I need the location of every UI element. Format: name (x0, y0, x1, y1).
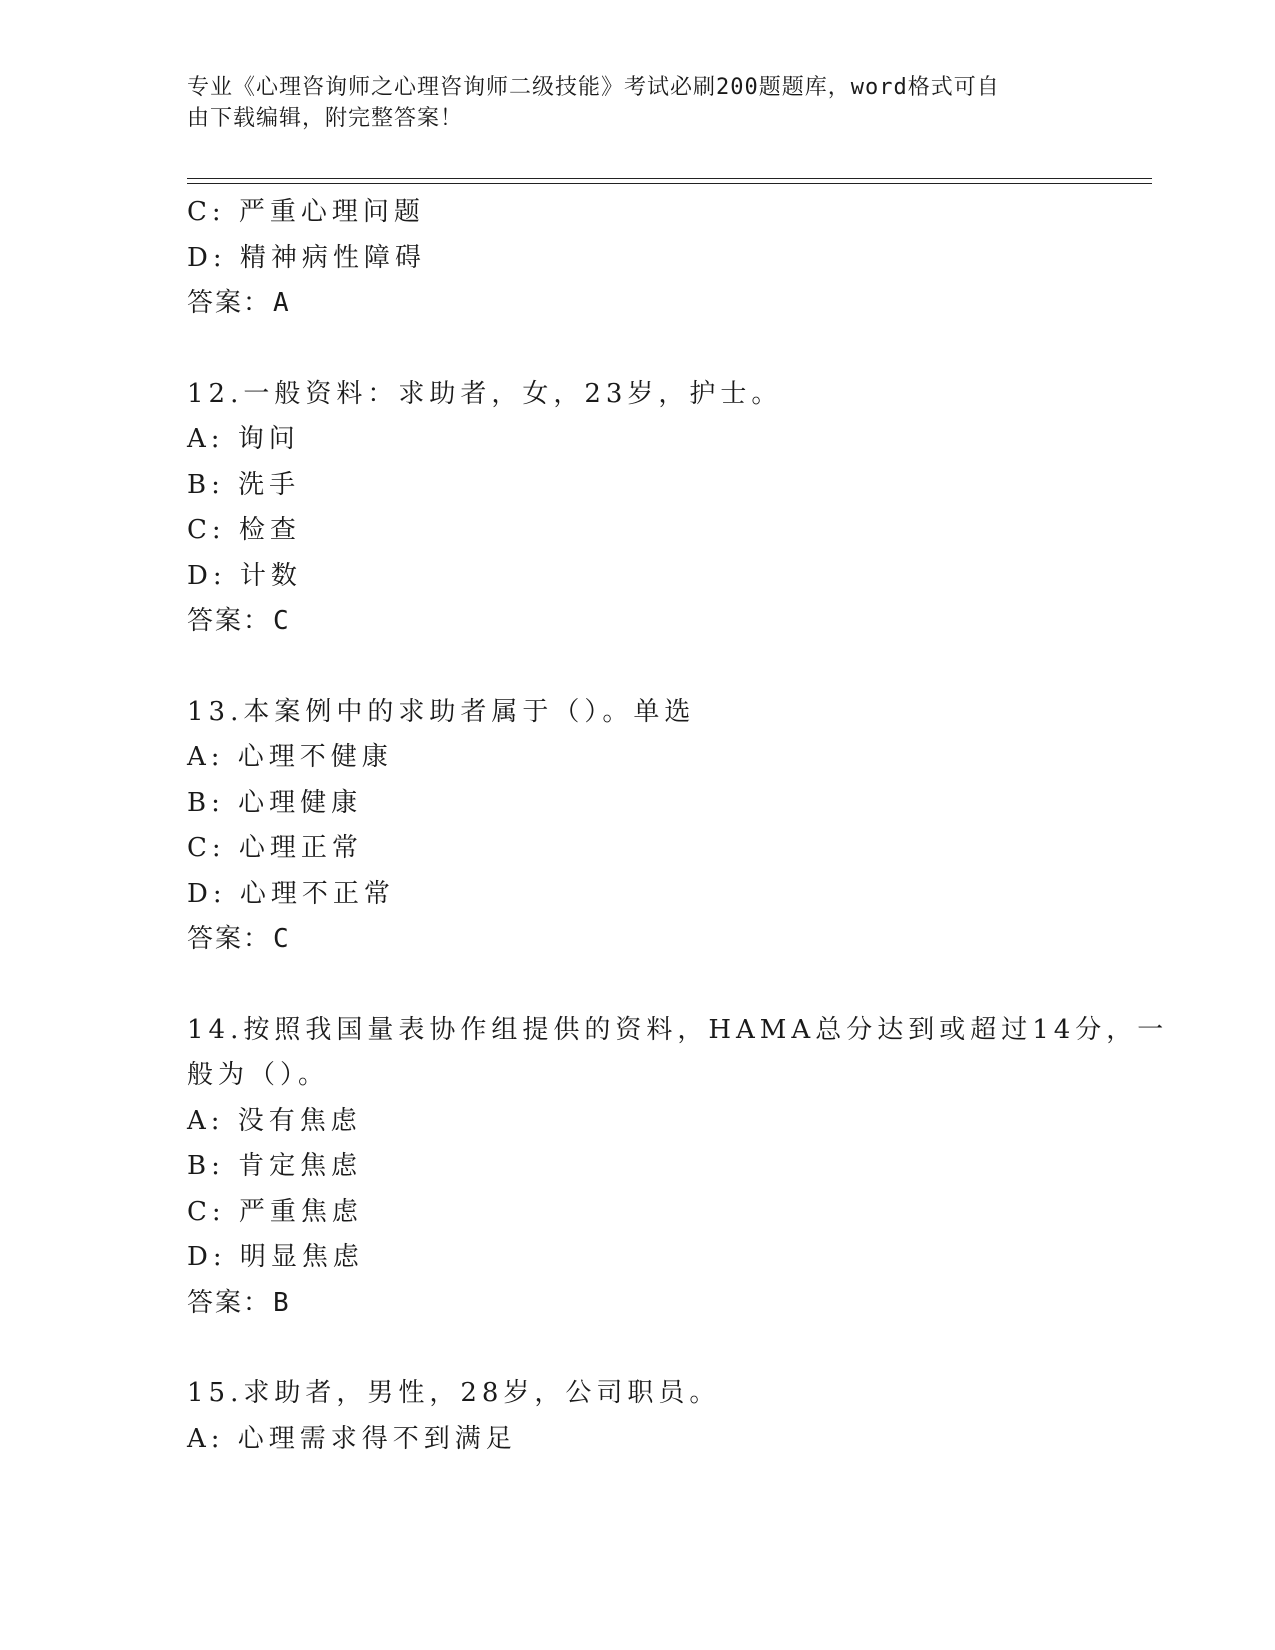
question-spacer (187, 327, 1087, 372)
answer-label: 答案： (187, 1287, 272, 1318)
answer-value: C (273, 924, 291, 954)
option-c: C: 严重焦虑 (187, 1196, 363, 1227)
question-stem: 15.求助者，男性，28岁，公司职员。 (187, 1378, 721, 1408)
option-a: A: 询问 (187, 424, 300, 454)
header-divider-bottom (187, 183, 1152, 184)
option-b: B: 肯定焦虑 (187, 1151, 363, 1181)
question-stem-line-1: 14.按照我国量表协作组提供的资料，HAMA总分达到或超过14分，一 (187, 1014, 1169, 1045)
option-b: B: 心理健康 (187, 787, 363, 818)
header-line-1: 专业《心理咨询师之心理咨询师二级技能》考试必刷200题题库，word格式可自 (187, 75, 1000, 100)
answer-value: A (273, 288, 291, 318)
question-spacer (187, 1326, 1087, 1371)
question-spacer (187, 645, 1087, 690)
header-line-2: 由下载编辑，附完整答案！ (187, 106, 464, 131)
document-header (187, 72, 1067, 134)
option-a: A: 心理需求得不到满足 (187, 1423, 517, 1454)
question-list (187, 190, 1169, 1462)
question-stem: 12.一般资料：求助者，女，23岁，护士。 (187, 378, 783, 409)
option-b: B: 洗手 (187, 469, 301, 500)
option-a: A: 心理不健康 (187, 742, 393, 772)
answer-line (187, 599, 1087, 645)
option-d: D: 计数 (187, 560, 302, 591)
option-c: C: 严重心理问题 (187, 197, 425, 227)
option-d: D: 精神病性障碍 (187, 242, 426, 273)
option-d: D: 心理不正常 (187, 878, 395, 909)
question-stem-line-2: 般为（）。 (187, 1060, 330, 1090)
question-spacer (187, 963, 1087, 1008)
option-d: D: 明显焦虑 (187, 1242, 364, 1272)
question-11-continued (187, 190, 1087, 327)
answer-line (187, 1281, 1087, 1327)
option-a: A: 没有焦虑 (187, 1105, 362, 1136)
option-c: C: 检查 (187, 515, 301, 545)
answer-line (187, 281, 1087, 327)
answer-label: 答案： (187, 924, 272, 954)
question-stem: 13.本案例中的求助者属于（）。单选 (187, 696, 696, 727)
answer-line (187, 917, 1087, 963)
question-14 (187, 1008, 1169, 1327)
header-divider-top (187, 178, 1152, 179)
answer-label: 答案： (187, 606, 272, 636)
question-12 (187, 372, 1087, 645)
question-15 (187, 1371, 1087, 1462)
question-13 (187, 690, 1087, 963)
answer-label: 答案： (187, 288, 272, 318)
answer-value: C (273, 606, 291, 636)
option-c: C: 心理正常 (187, 833, 363, 863)
answer-value: B (273, 1287, 291, 1318)
